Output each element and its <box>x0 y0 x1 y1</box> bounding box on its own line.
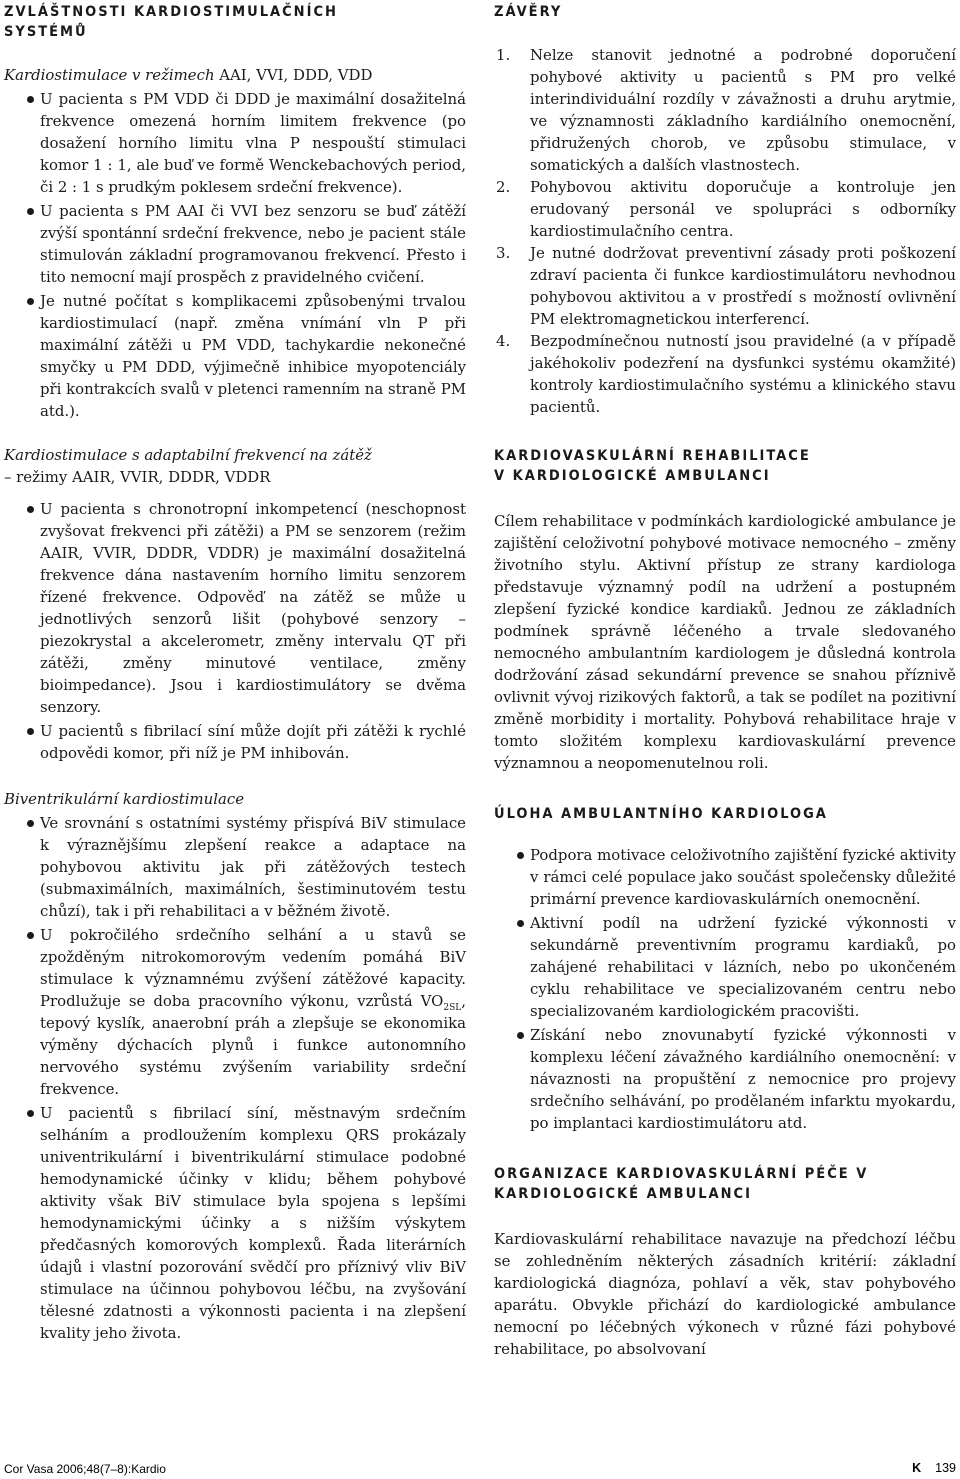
list-item: Aktivní podíl na udržení fyzické výkonnosti v sekundárně preventivním programu kardiaků, po zahájené rehabilitaci v lázních, nebo po ukončeném cyklu rehabilitace ve specializovaném centru nebo specializovaném kardiologickém pracovišti. <box>494 912 956 1022</box>
modes-bullet-list <box>4 88 466 422</box>
list-item: 4. Bezpodmínečnou nutností jsou pravidelné (a v případě jakéhokoliv podezření na dysfunkci systému okamžité) kontroly kardiostimulačního systému a klinického stavu pacientů. <box>496 332 956 416</box>
list-item-text: Nelze stanovit jednotné a podrobné doporučení pohybové aktivity u pacientů s PM pro velké interindividuální rozdíly v závažnosti a druhu arytmie, ve významnosti základního kardiálního onemocnění, přidružených chorob, ve způsobu stimulace, v somatických a dalších vlastnostech. <box>530 46 956 174</box>
list-item: Podpora motivace celoživotního zajištění fyzické aktivity v rámci celé populace jako součást společensky důležité primární prevence kardiovaskulárních onemocnění. <box>494 844 956 910</box>
list-item: U pacienta s PM AAI či VVI bez senzoru se buď zátěží zvýší spontánní srdeční frekvence, nebo je pacient stále stimulován základní programovanou frekvencí. Přesto i tito nemocní mají prospěch z pravidelného cvičení. <box>4 200 466 288</box>
page-letter: K <box>912 1461 922 1475</box>
subsection-title-adaptive: Kardiostimulace s adaptabilní frekvencí na zátěž <box>4 446 372 464</box>
subsection-title-modes <box>4 64 466 86</box>
subsection-title-biventricular: Biventrikulární kardiostimulace <box>4 790 245 808</box>
list-item: Ve srovnání s ostatními systémy přispívá BiV stimulace k výraznějšímu zlepšení reakce a adaptace na pohybovou aktivitu jak při zátěžových testech (submaximálních, maximálních, šestiminutovém testu chůzí), tak i při rehabilitaci a v běžném životě. <box>4 812 466 922</box>
right-column <box>494 0 956 1360</box>
subsection-title-modes-italic: Kardiostimulace v režimech <box>4 66 215 84</box>
section-heading-pacing-systems: ZVLÁŠTNOSTI KARDIOSTIMULAČNÍCH SYSTÉMŮ <box>4 4 338 40</box>
list-item-text: Pohybovou aktivitu doporučuje a kontroluje jen erudovaný personál ve spolupráci s odborníky kardiostimulačního centra. <box>530 178 956 240</box>
list-item-text-a: U pokročilého srdečního selhání a u stavů se zpožděným nitrokomorovým vedením pomáhá BiV stimulace k významnému zvýšení zátěžové kapacity. Prodlužuje se doba pracovního výkonu, vzrůstá VO <box>40 926 466 1010</box>
page-number-value: 139 <box>935 1461 956 1475</box>
role-bullet-list <box>494 844 956 1134</box>
page-number <box>912 1461 956 1475</box>
section-heading-rehab: KARDIOVASKULÁRNÍ REHABILITACE V KARDIOLOGICKÉ AMBULANCI <box>494 448 811 484</box>
list-item-subscript: 2SL <box>443 1002 462 1013</box>
subsection-title-adaptive-modes: – režimy AAIR, VVIR, DDDR, VDDR <box>4 468 271 486</box>
list-item: Získání nebo znovunabytí fyzické výkonnosti v komplexu léčení závažného kardiálního onemocnění: v návaznosti na propuštění z nemocnice pro projevy srdečního selhávání, po prodělaném infarktu myokardu, po implantaci kardiostimulátoru atd. <box>494 1024 956 1134</box>
list-item: U pacientů s fibrilací síní, městnavým srdečním selháním a prodloužením komplexu QRS prokázaly univentrikulární i biventrikulární stimulace podobné hemodynamické účinky v klidu; během pohybové aktivity však BiV stimulace byla spojena s lepšími hemodynamickými účinky a s nižším výskytem předčasných komorových komplexů. Řada literárních údajů i vlastní pozorování svědčí pro příznivý vliv BiV stimulace na účinnou pohybovou léčbu, na zvyšování tělesné zdatnosti a výkonnosti pacienta i na zlepšení kvality jeho života. <box>4 1102 466 1344</box>
section-heading-organization: ORGANIZACE KARDIOVASKULÁRNÍ PÉČE V KARDIOLOGICKÉ AMBULANCI <box>494 1166 869 1202</box>
list-item <box>4 924 466 1100</box>
left-column <box>4 0 466 1344</box>
list-item: Je nutné počítat s komplikacemi způsobenými trvalou kardiostimulací (např. změna vnímání vln P při maximální zátěži u PM VDD, tachykardie nekonečné smyčky u PM DDD, výjimečně inhibice myopotenciály při kontrakcích svalů v pletenci ramenním na straně PM atd.). <box>4 290 466 422</box>
section-heading-conclusions: ZÁVĚRY <box>494 4 563 20</box>
section-heading-role: ÚLOHA AMBULANTNÍHO KARDIOLOGA <box>494 806 828 822</box>
list-item-text: Bezpodmínečnou nutností jsou pravidelné (a v případě jakéhokoliv podezření na dysfunkci systému okamžité) kontroly kardiostimulačního systému a klinického stavu pacientů. <box>530 332 956 416</box>
subsection-title-modes-rest: AAI, VVI, DDD, VDD <box>214 66 373 84</box>
list-item: 3. Je nutné dodržovat preventivní zásady proti poškození zdraví pacienta či funkce kardiostimulátoru nevhodnou pohybovou aktivitou a v prostředí s možností ovlivnění PM elektromagnetickou interferencí. <box>496 244 956 328</box>
organization-paragraph: Kardiovaskulární rehabilitace navazuje na předchozí léčbu se zohledněním některých zásadních kritérií: základní kardiologická diagnóza, pohlaví a věk, stav pohybového aparátu. Obvykle přichází do kardiologické ambulance nemocní po léčebných výkonech v různé fázi pohybové rehabilitace, po absolvovaní <box>494 1230 956 1358</box>
list-item: U pacientů s fibrilací síní může dojít při zátěži k rychlé odpovědi komor, při níž je PM inhibován. <box>4 720 466 764</box>
list-item: 2. Pohybovou aktivitu doporučuje a kontroluje jen erudovaný personál ve spolupráci s odborníky kardiostimulačního centra. <box>496 178 956 240</box>
journal-citation: Cor Vasa 2006;48(7–8):Kardio <box>4 1462 166 1476</box>
list-item: 1. Nelze stanovit jednotné a podrobné doporučení pohybové aktivity u pacientů s PM pro velké interindividuální rozdíly v závažnosti a druhu arytmie, ve významnosti základního kardiálního onemocnění, přidružených chorob, ve způsobu stimulace, v somatických a dalších vlastnostech. <box>496 46 956 174</box>
list-item-text: Je nutné dodržovat preventivní zásady proti poškození zdraví pacienta či funkce kardiostimulátoru nevhodnou pohybovou aktivitou a v prostředí s možností ovlivnění PM elektromagnetickou interferencí. <box>530 244 956 328</box>
rehab-paragraph: Cílem rehabilitace v podmínkách kardiologické ambulance je zajištění celoživotní pohybové motivace nemocného – změny životního stylu. Aktivní přístup ze strany kardiologa představuje významný podíl na udržení a postupném zlepšení fyzické kondice kardiaků. Jednou ze základních podmínek správně léčeného a trvale sledovaného nemocného ambulantním kardiologem je důsledná kontrola dodržování zásad sekundární prevence se snahou příznivě ovlivnit vývoj rizikových faktorů, a tak se podílet na pozitivní změně morbidity i mortality. Pohybová rehabilitace hraje v tomto složitém komplexu kardiovaskulární prevence významnou a neopomenutelnou roli. <box>494 512 956 772</box>
biventricular-bullet-list <box>4 812 466 1344</box>
list-item-text-b: , tepový kyslík, anaerobní práh a zlepšuje se ekonomika výměny dýchacích plynů i funkce autonomního nervového systému zvýšením variability srdeční frekvence. <box>40 992 466 1098</box>
list-item: U pacienta s chronotropní inkompetencí (neschopnost zvyšovat frekvenci při zátěži) a PM se senzorem (režim AAIR, VVIR, DDDR, VDDR) je maximální dosažitelná frekvence dána nastavením horního limitu senzorem řízené frekvence. Odpověď na zátěž se může u jednotlivých senzorů lišit (pohybové senzory – piezokrystal a akcelerometr, změny intervalu QT při zátěži, změny minutové ventilace, změny bioimpedance). Jsou i kardiostimulátory se dvěma senzory. <box>4 498 466 718</box>
list-item: U pacienta s PM VDD či DDD je maximální dosažitelná frekvence omezená horním limitem frekvence (po dosažení horního limitu vlna P nespouští stimulaci komor 1 : 1, ale buď ve formě Wenckebachových period, či 2 : 1 s prudkým poklesem srdeční frekvence). <box>4 88 466 198</box>
adaptive-bullet-list <box>4 498 466 764</box>
conclusions-list <box>494 44 956 418</box>
